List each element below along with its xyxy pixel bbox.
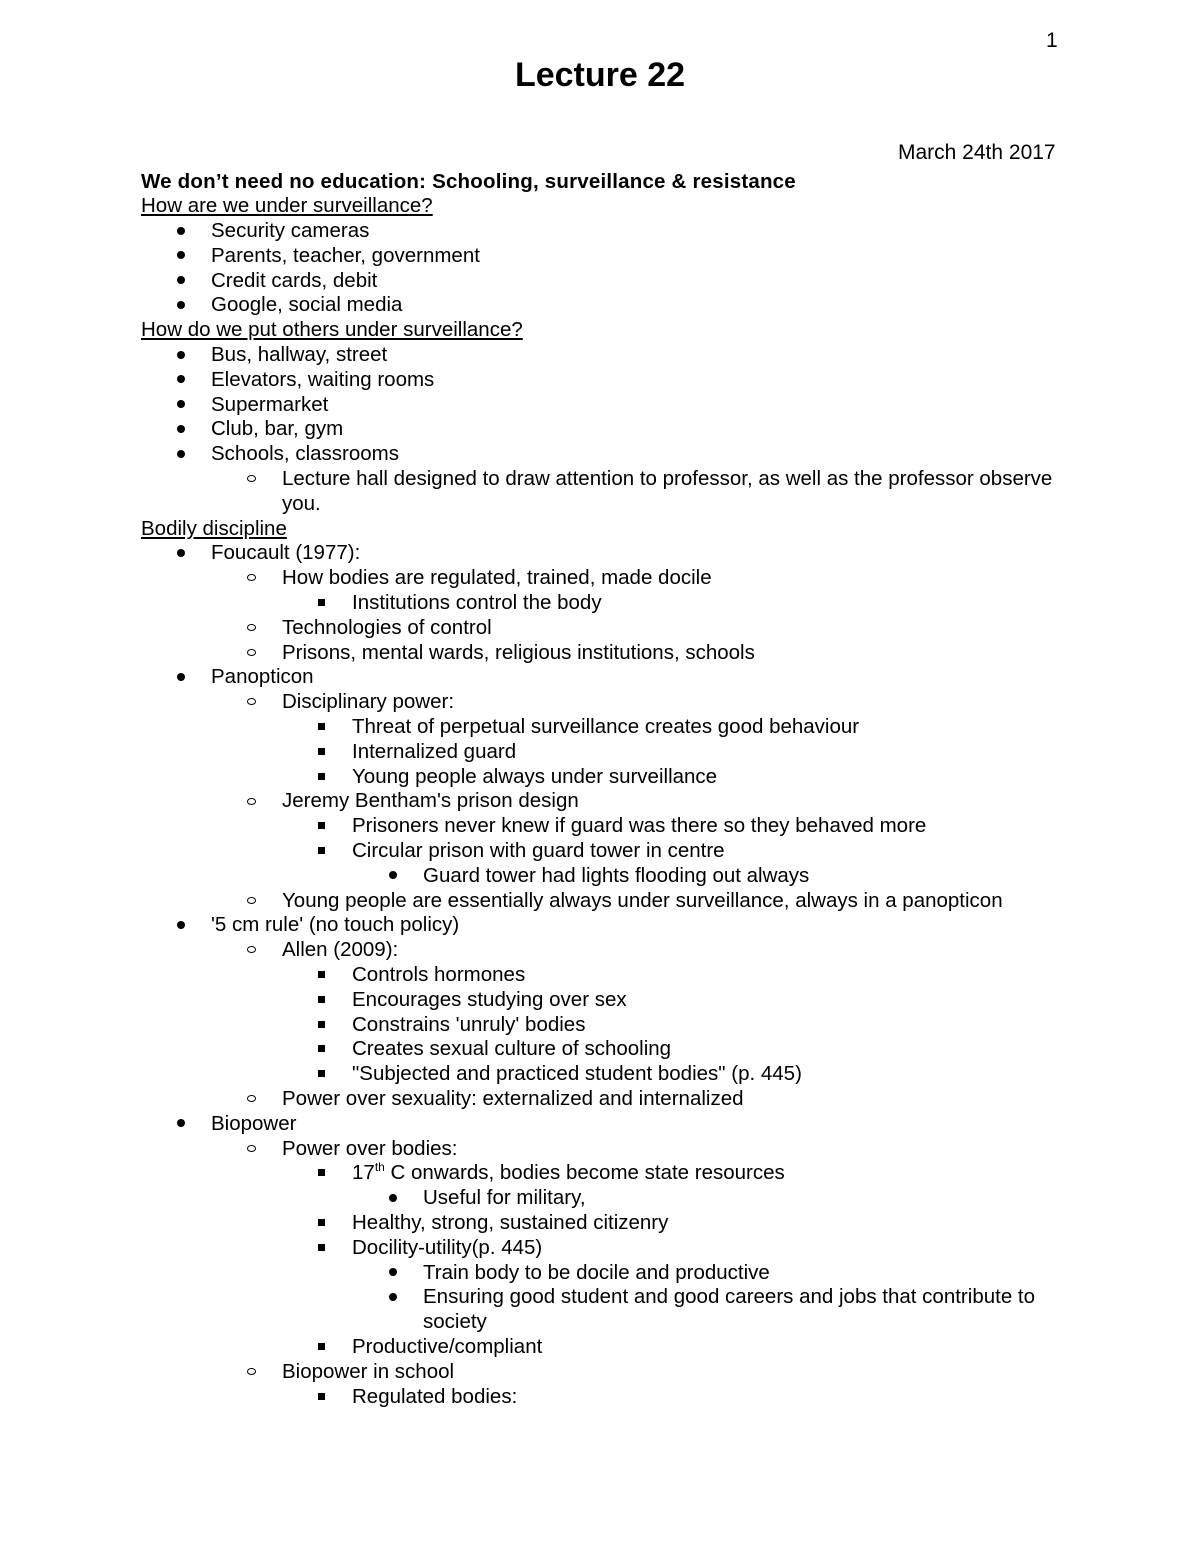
square-bullet-icon [318,1335,325,1360]
bullet-icon [389,864,397,889]
list-item: Disciplinary power: [141,690,1061,715]
list-item: Elevators, waiting rooms [141,368,1061,393]
list-item: Allen (2009): [141,938,1061,963]
list-item: Internalized guard [141,740,1061,765]
list-item: Biopower [141,1112,1061,1137]
circle-bullet-icon [247,789,256,814]
bullet-icon [177,541,185,566]
square-bullet-icon [318,963,325,988]
section-heading-others: How do we put others under surveillance? [141,318,523,342]
list-item: Panopticon [141,665,1061,690]
list-item: Google, social media [141,293,1061,318]
list-item: Young people always under surveillance [141,765,1061,790]
list-item: Creates sexual culture of schooling [141,1037,1061,1062]
bullet-icon [177,219,185,244]
list-item: Threat of perpetual surveillance creates good behaviour [141,715,1061,740]
section-heading-surveillance: How are we under surveillance? [141,194,433,218]
bullet-icon [177,665,185,690]
page-number: 1 [1046,29,1058,52]
section-heading-bodily-discipline: Bodily discipline [141,516,287,540]
circle-bullet-icon [247,938,256,963]
list-item: Supermarket [141,393,1061,418]
bullet-icon [177,293,185,318]
square-bullet-icon [318,1211,325,1236]
list-item: Institutions control the body [141,591,1061,616]
list-item: Encourages studying over sex [141,988,1061,1013]
circle-bullet-icon [247,690,256,715]
lecture-date: March 24th 2017 [898,141,1056,164]
square-bullet-icon [318,1385,325,1410]
list-item: Jeremy Bentham's prison design [141,789,1061,814]
circle-bullet-icon [247,1360,256,1385]
bullet-icon [389,1261,397,1286]
square-bullet-icon [318,1013,325,1038]
list-item: Power over bodies: [141,1137,1061,1162]
square-bullet-icon [318,740,325,765]
list-item: Productive/compliant [141,1335,1061,1360]
bullet-icon [177,417,185,442]
square-bullet-icon [318,1062,325,1087]
bullet-icon [177,368,185,393]
list-item: Technologies of control [141,616,1061,641]
list-item: Prisoners never knew if guard was there so they behaved more [141,814,1061,839]
bullet-icon [177,343,185,368]
list-item: Schools, classrooms [141,442,1061,467]
list-item: Lecture hall designed to draw attention to professor, as well as the professor observe you. [141,467,1061,517]
list-item: Regulated bodies: [141,1385,1061,1410]
circle-bullet-icon [247,889,256,914]
circle-bullet-icon [247,641,256,666]
circle-bullet-icon [247,566,256,591]
list-item: How bodies are regulated, trained, made docile [141,566,1061,591]
square-bullet-icon [318,1037,325,1062]
list-item: "Subjected and practiced student bodies" (p. 445) [141,1062,1061,1087]
square-bullet-icon [318,591,325,616]
list-item: Ensuring good student and good careers and jobs that contribute to society [141,1285,1061,1335]
square-bullet-icon [318,839,325,864]
document-body [141,170,1061,1410]
square-bullet-icon [318,1236,325,1261]
square-bullet-icon [318,715,325,740]
list-item: Useful for military, [141,1186,1061,1211]
list-item: Security cameras [141,219,1061,244]
square-bullet-icon [318,765,325,790]
list-item: Docility-utility(p. 445) [141,1236,1061,1261]
list-item: Healthy, strong, sustained citizenry [141,1211,1061,1236]
bullet-icon [177,913,185,938]
list-item: Constrains 'unruly' bodies [141,1013,1061,1038]
list-item: Prisons, mental wards, religious institutions, schools [141,641,1061,666]
list-item: Guard tower had lights flooding out always [141,864,1061,889]
circle-bullet-icon [247,467,256,492]
bullet-icon [177,244,185,269]
list-item: Controls hormones [141,963,1061,988]
bullet-icon [389,1285,397,1310]
lecture-subtitle: We don’t need no education: Schooling, surveillance & resistance [141,169,796,193]
list-item: Young people are essentially always under surveillance, always in a panopticon [141,889,1061,914]
bullet-icon [177,269,185,294]
list-item: Bus, hallway, street [141,343,1061,368]
list-item: Train body to be docile and productive [141,1261,1061,1286]
list-item: Circular prison with guard tower in centre [141,839,1061,864]
page-title: Lecture 22 [514,56,686,94]
list-item: Foucault (1977): [141,541,1061,566]
bullet-icon [177,1112,185,1137]
list-item: Power over sexuality: externalized and internalized [141,1087,1061,1112]
square-bullet-icon [318,988,325,1013]
circle-bullet-icon [247,616,256,641]
circle-bullet-icon [247,1087,256,1112]
bullet-icon [177,393,185,418]
list-item: 17th C onwards, bodies become state resources [141,1161,1061,1186]
square-bullet-icon [318,1161,325,1186]
square-bullet-icon [318,814,325,839]
list-item: Club, bar, gym [141,417,1061,442]
bullet-icon [389,1186,397,1211]
list-item: Parents, teacher, government [141,244,1061,269]
list-item: Biopower in school [141,1360,1061,1385]
bullet-icon [177,442,185,467]
circle-bullet-icon [247,1137,256,1162]
list-item: '5 cm rule' (no touch policy) [141,913,1061,938]
list-item: Credit cards, debit [141,269,1061,294]
